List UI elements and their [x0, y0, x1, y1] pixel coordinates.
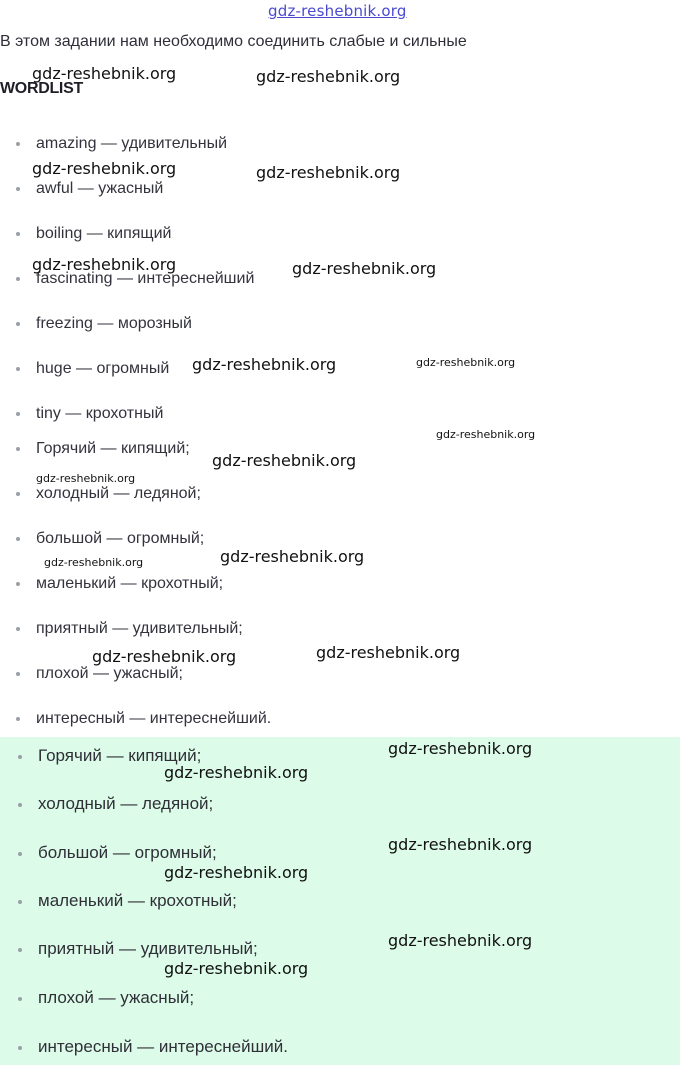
- bullet-icon: [18, 803, 22, 807]
- bullet-icon: [16, 412, 20, 416]
- bullet-icon: [16, 582, 20, 586]
- watermark: gdz-reshebnik.org: [256, 163, 401, 182]
- highlighted-item: маленький — крохотный;: [18, 891, 237, 911]
- list-item: плохой — ужасный;: [16, 665, 183, 683]
- bullet-icon: [18, 755, 22, 759]
- highlighted-item: холодный — ледяной;: [18, 794, 213, 814]
- highlighted-item: приятный — удивительный;: [18, 939, 258, 959]
- bullet-icon: [18, 997, 22, 1001]
- watermark: gdz-reshebnik.org: [388, 835, 533, 854]
- watermark: gdz-reshebnik.org: [256, 67, 401, 86]
- bullet-icon: [16, 232, 20, 236]
- intro-text: В этом задании нам необходимо соединить слабые и сильные: [0, 33, 467, 50]
- bullet-icon: [16, 142, 20, 146]
- list-item: Горячий — кипящий;: [16, 440, 190, 458]
- watermark: gdz-reshebnik.org: [164, 763, 309, 782]
- highlighted-item: плохой — ужасный;: [18, 988, 194, 1008]
- bullet-icon: [16, 672, 20, 676]
- wordlist-heading: WORDLIST: [0, 80, 83, 97]
- watermark: gdz-reshebnik.org: [388, 739, 533, 758]
- watermark: gdz-reshebnik.org: [292, 259, 437, 278]
- bullet-icon: [16, 717, 20, 721]
- watermark: gdz-reshebnik.org: [436, 428, 536, 441]
- bullet-icon: [16, 447, 20, 451]
- header-watermark[interactable]: gdz-reshebnik.org: [268, 2, 407, 20]
- list-item: интересный — интереснейший.: [16, 710, 271, 728]
- watermark: gdz-reshebnik.org: [164, 863, 309, 882]
- bullet-icon: [16, 492, 20, 496]
- watermark: gdz-reshebnik.org: [44, 556, 144, 569]
- bullet-icon: [16, 537, 20, 541]
- list-item: boiling — кипящий: [16, 225, 171, 243]
- bullet-icon: [16, 277, 20, 281]
- list-item: большой — огромный;: [16, 530, 204, 548]
- watermark: gdz-reshebnik.org: [416, 356, 516, 369]
- list-item: freezing — морозный: [16, 315, 192, 333]
- bullet-icon: [16, 627, 20, 631]
- watermark: gdz-reshebnik.org: [192, 355, 337, 374]
- watermark: gdz-reshebnik.org: [32, 255, 177, 274]
- bullet-icon: [18, 900, 22, 904]
- watermark: gdz-reshebnik.org: [164, 959, 309, 978]
- highlighted-item: интересный — интереснейший.: [18, 1037, 288, 1057]
- bullet-icon: [16, 367, 20, 371]
- highlighted-item: большой — огромный;: [18, 843, 217, 863]
- list-item: приятный — удивительный;: [16, 620, 243, 638]
- watermark: gdz-reshebnik.org: [32, 159, 177, 178]
- watermark: gdz-reshebnik.org: [388, 931, 533, 950]
- bullet-icon: [18, 948, 22, 952]
- bullet-icon: [16, 322, 20, 326]
- list-item: awful — ужасный: [16, 180, 163, 198]
- watermark: gdz-reshebnik.org: [32, 64, 177, 83]
- bullet-icon: [18, 1046, 22, 1050]
- watermark: gdz-reshebnik.org: [316, 643, 461, 662]
- watermark: gdz-reshebnik.org: [92, 647, 237, 666]
- watermark: gdz-reshebnik.org: [220, 547, 365, 566]
- list-item: huge — огромный: [16, 360, 169, 378]
- highlighted-item: Горячий — кипящий;: [18, 746, 201, 766]
- watermark: gdz-reshebnik.org: [212, 451, 357, 470]
- list-item: fascinating — интереснейший: [16, 270, 254, 288]
- list-item: холодный — ледяной;: [16, 485, 201, 503]
- list-item: маленький — крохотный;: [16, 575, 223, 593]
- list-item: tiny — крохотный: [16, 405, 163, 423]
- bullet-icon: [16, 187, 20, 191]
- bullet-icon: [18, 852, 22, 856]
- list-item: amazing — удивительный: [16, 135, 227, 153]
- watermark: gdz-reshebnik.org: [36, 472, 136, 485]
